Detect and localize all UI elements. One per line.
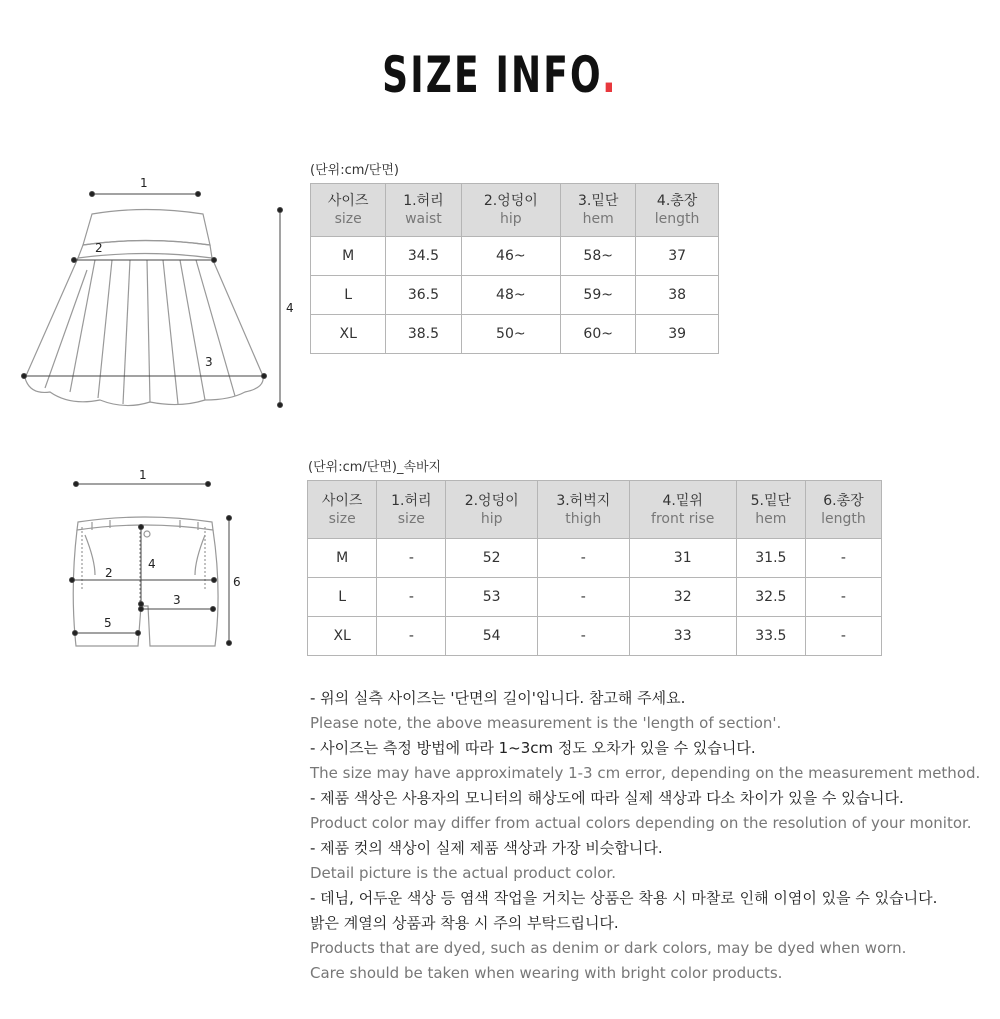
skirt-size-table <box>310 183 719 354</box>
table-cell: 38 <box>636 276 719 315</box>
shorts-label-4: 4 <box>148 557 156 571</box>
header-ko: 1.허리 <box>403 193 444 209</box>
table-header-cell <box>537 481 629 539</box>
table-row <box>308 617 882 656</box>
table-header-cell <box>386 184 461 237</box>
note-line: - 사이즈는 측정 방법에 따라 1~3cm 정도 오차가 있을 수 있습니다. <box>310 739 756 757</box>
table-cell: 53 <box>446 578 538 617</box>
table-cell: 32 <box>629 578 736 617</box>
table-header-cell <box>377 481 446 539</box>
note-line: Product color may differ from actual colors depending on the resolution of your monitor. <box>310 814 972 832</box>
table1-unit: (단위:cm/단면) <box>310 163 399 178</box>
table-cell: - <box>805 617 881 656</box>
header-ko: 4.밑위 <box>662 492 703 509</box>
header-en: hip <box>480 510 503 527</box>
table-header-row <box>308 481 882 539</box>
table-header-cell <box>308 481 377 539</box>
header-en: size <box>328 510 356 527</box>
note-line: - 위의 실측 사이즈는 '단면의 길이'입니다. 참고해 주세요. <box>310 689 686 707</box>
table-cell: 39 <box>636 315 719 354</box>
shorts-label-1: 1 <box>139 468 147 482</box>
note-line: Please note, the above measurement is the 'length of section'. <box>310 714 782 732</box>
header-ko: 1.허리 <box>391 492 432 509</box>
table-cell: 60~ <box>561 315 636 354</box>
table-row <box>308 539 882 578</box>
table-cell: - <box>537 539 629 578</box>
header-en: hem <box>755 510 787 527</box>
page-title: SIZE INFO. <box>382 46 618 104</box>
table-cell: 32.5 <box>736 578 805 617</box>
shorts-size-table <box>307 480 882 656</box>
table-cell: 38.5 <box>386 315 461 354</box>
header-en: length <box>821 510 866 527</box>
table-cell: 52 <box>446 539 538 578</box>
header-ko: 2.엉덩이 <box>464 492 519 509</box>
table-row <box>311 276 719 315</box>
table-cell: - <box>377 539 446 578</box>
notes <box>310 686 990 986</box>
table-cell: 31 <box>629 539 736 578</box>
table-cell: - <box>805 539 881 578</box>
table-row <box>311 237 719 276</box>
shorts-label-3: 3 <box>173 593 181 607</box>
table-header-cell <box>461 184 561 237</box>
header-ko: 사이즈 <box>327 193 369 209</box>
table-cell: XL <box>308 617 377 656</box>
table-header-cell <box>561 184 636 237</box>
shorts-label-5: 5 <box>104 616 112 630</box>
table-cell: L <box>308 578 377 617</box>
shorts-label-2: 2 <box>105 566 113 580</box>
table-cell: 59~ <box>561 276 636 315</box>
table-row <box>311 315 719 354</box>
table-cell: XL <box>311 315 386 354</box>
skirt-label-1: 1 <box>140 176 148 190</box>
note-line: Care should be taken when wearing with bright color products. <box>310 964 783 982</box>
table-cell: 58~ <box>561 237 636 276</box>
skirt-label-2: 2 <box>95 241 103 255</box>
note-line: Products that are dyed, such as denim or dark colors, may be dyed when worn. <box>310 939 907 957</box>
note-line: Detail picture is the actual product color. <box>310 864 616 882</box>
header-en: thigh <box>565 510 602 527</box>
header-en: hem <box>582 211 614 227</box>
header-ko: 2.엉덩이 <box>483 193 538 209</box>
table-row <box>308 578 882 617</box>
table-header-cell <box>736 481 805 539</box>
header-en: waist <box>405 211 442 227</box>
table-cell: 33 <box>629 617 736 656</box>
table2-unit: (단위:cm/단면)_속바지 <box>308 460 442 475</box>
header-ko: 4.총장 <box>656 193 698 209</box>
table-header-row <box>311 184 719 237</box>
note-line: 밝은 계열의 상품과 착용 시 주의 부탁드립니다. <box>310 914 619 932</box>
shorts-label-6: 6 <box>233 575 241 589</box>
skirt-label-4: 4 <box>286 301 294 315</box>
header-en: length <box>654 211 700 227</box>
table-header-cell <box>636 184 719 237</box>
table-cell: 46~ <box>461 237 561 276</box>
table-cell: - <box>537 578 629 617</box>
table-cell: M <box>311 237 386 276</box>
note-line: - 제품 색상은 사용자의 모니터의 해상도에 따라 실제 색상과 다소 차이가 있을 수 있습니다. <box>310 789 904 807</box>
header-ko: 5.밑단 <box>750 492 792 509</box>
table-cell: 34.5 <box>386 237 461 276</box>
header-ko: 3.밑단 <box>577 193 619 209</box>
table-header-cell <box>446 481 538 539</box>
note-line: - 데님, 어두운 색상 등 염색 작업을 거치는 상품은 착용 시 마찰로 인해 이염이 있을 수 있습니다. <box>310 889 938 907</box>
note-line: - 제품 컷의 색상이 실제 제품 색상과 가장 비슷합니다. <box>310 839 663 857</box>
table-cell: 37 <box>636 237 719 276</box>
shorts-diagram <box>60 465 250 660</box>
table-cell: 33.5 <box>736 617 805 656</box>
table-cell: - <box>377 578 446 617</box>
header-ko: 사이즈 <box>321 492 363 509</box>
table-cell: 54 <box>446 617 538 656</box>
table-cell: 48~ <box>461 276 561 315</box>
header-en: size <box>397 510 425 527</box>
header-en: front rise <box>651 510 715 527</box>
header-en: size <box>334 211 362 227</box>
table-header-cell <box>805 481 881 539</box>
table-cell: 50~ <box>461 315 561 354</box>
table-header-cell <box>629 481 736 539</box>
header-ko: 3.허벅지 <box>556 492 611 509</box>
header-ko: 6.총장 <box>823 492 864 509</box>
header-en: hip <box>499 211 522 227</box>
table-cell: - <box>537 617 629 656</box>
table-header-cell <box>311 184 386 237</box>
table-cell: - <box>377 617 446 656</box>
skirt-diagram <box>15 170 305 420</box>
table-cell: M <box>308 539 377 578</box>
table-cell: 36.5 <box>386 276 461 315</box>
note-line: The size may have approximately 1-3 cm error, depending on the measurement method. <box>310 764 981 782</box>
table-cell: L <box>311 276 386 315</box>
table-cell: 31.5 <box>736 539 805 578</box>
skirt-label-3: 3 <box>205 355 213 369</box>
table-cell: - <box>805 578 881 617</box>
